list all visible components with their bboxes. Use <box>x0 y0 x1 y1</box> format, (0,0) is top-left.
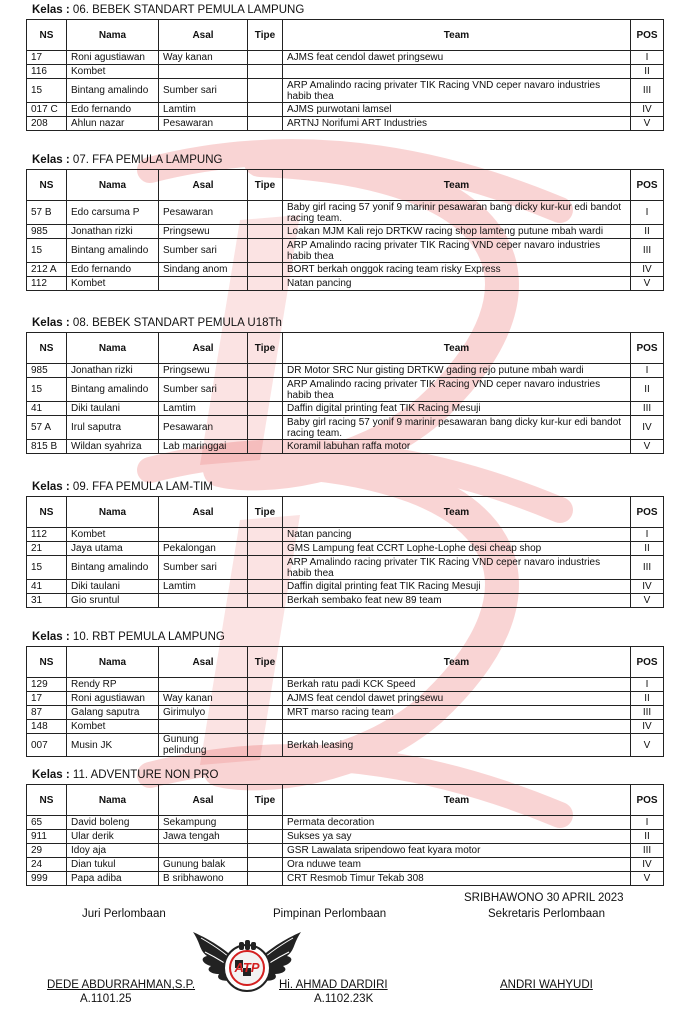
cell-ns: 911 <box>27 830 67 844</box>
column-header-tipe: Tipe <box>248 170 283 201</box>
column-header-ns: NS <box>27 785 67 816</box>
cell-asal: Sumber sari <box>159 79 248 103</box>
cell-ns: 112 <box>27 277 67 291</box>
cell-tipe <box>248 692 283 706</box>
cell-pos: V <box>631 594 664 608</box>
cell-asal: Girimulyo <box>159 706 248 720</box>
class-name: 07. FFA PEMULA LAMPUNG <box>72 154 223 166</box>
cell-team: Daffin digital printing feat TIK Racing Mesuji <box>283 580 631 594</box>
cell-team: Natan pancing <box>283 528 631 542</box>
cell-team: AJMS purwotani lamsel <box>283 103 631 117</box>
table-row <box>27 858 664 872</box>
cell-team: GMS Lampung feat CCRT Lophe-Lophe desi cheap shop <box>283 542 631 556</box>
table-header-row <box>27 20 664 51</box>
cell-pos: III <box>631 844 664 858</box>
cell-ns: 129 <box>27 678 67 692</box>
cell-nama: David boleng <box>67 816 159 830</box>
column-header-pos: POS <box>631 170 664 201</box>
cell-tipe <box>248 416 283 440</box>
cell-asal: Pesawaran <box>159 201 248 225</box>
cell-pos: III <box>631 706 664 720</box>
cell-asal: Pekalongan <box>159 542 248 556</box>
cell-nama: Bintang amalindo <box>67 378 159 402</box>
column-header-asal: Asal <box>159 20 248 51</box>
cell-ns: 41 <box>27 580 67 594</box>
cell-ns: 41 <box>27 402 67 416</box>
cell-tipe <box>248 239 283 263</box>
cell-asal <box>159 678 248 692</box>
table-row <box>27 720 664 734</box>
cell-asal: Sekampung <box>159 816 248 830</box>
table-row <box>27 830 664 844</box>
cell-tipe <box>248 51 283 65</box>
cell-nama: Bintang amalindo <box>67 239 159 263</box>
cell-pos: I <box>631 678 664 692</box>
column-header-tipe: Tipe <box>248 647 283 678</box>
table-row <box>27 556 664 580</box>
cell-tipe <box>248 364 283 378</box>
cell-asal: Sumber sari <box>159 556 248 580</box>
cell-ns: 15 <box>27 239 67 263</box>
cell-ns: 112 <box>27 528 67 542</box>
cell-pos: I <box>631 816 664 830</box>
cell-nama: Dian tukul <box>67 858 159 872</box>
cell-ns: 007 <box>27 734 67 757</box>
cell-team: Baby girl racing 57 yonif 9 marinir pesawaran bang dicky kur-kur edi bandot racing team. <box>283 201 631 225</box>
class-title <box>26 480 663 496</box>
column-header-tipe: Tipe <box>248 497 283 528</box>
signatory-title-leader: Pimpinan Perlombaan <box>273 908 387 920</box>
column-header-asal: Asal <box>159 785 248 816</box>
column-header-nama: Nama <box>67 170 159 201</box>
table-row <box>27 816 664 830</box>
table-row <box>27 402 664 416</box>
column-header-ns: NS <box>27 497 67 528</box>
column-header-team: Team <box>283 333 631 364</box>
column-header-ns: NS <box>27 20 67 51</box>
column-header-team: Team <box>283 497 631 528</box>
cell-team: Permata decoration <box>283 816 631 830</box>
cell-nama: Jaya utama <box>67 542 159 556</box>
cell-ns: 87 <box>27 706 67 720</box>
signatory-title-judge: Juri Perlombaan <box>82 908 166 920</box>
cell-tipe <box>248 678 283 692</box>
column-header-nama: Nama <box>67 333 159 364</box>
cell-team: BORT berkah onggok racing team risky Express <box>283 263 631 277</box>
cell-asal: Pesawaran <box>159 117 248 131</box>
cell-asal: Lamtim <box>159 580 248 594</box>
class-name: 10. RBT PEMULA LAMPUNG <box>72 631 225 643</box>
cell-nama: Musin JK <box>67 734 159 757</box>
cell-pos: II <box>631 225 664 239</box>
cell-asal: Lamtim <box>159 103 248 117</box>
cell-asal <box>159 65 248 79</box>
table-row <box>27 103 664 117</box>
cell-pos: II <box>631 830 664 844</box>
cell-asal <box>159 720 248 734</box>
cell-pos: III <box>631 556 664 580</box>
cell-pos: I <box>631 528 664 542</box>
cell-tipe <box>248 378 283 402</box>
cell-asal: Sindang anom <box>159 263 248 277</box>
results-table <box>26 784 664 886</box>
cell-team: AJMS feat cendol dawet pringsewu <box>283 51 631 65</box>
cell-team <box>283 720 631 734</box>
cell-ns: 24 <box>27 858 67 872</box>
cell-ns: 116 <box>27 65 67 79</box>
cell-team: Natan pancing <box>283 277 631 291</box>
class-name: 08. BEBEK STANDART PEMULA U18Th <box>72 317 282 329</box>
table-row <box>27 79 664 103</box>
cell-ns: 999 <box>27 872 67 886</box>
column-header-nama: Nama <box>67 497 159 528</box>
cell-pos: III <box>631 402 664 416</box>
cell-nama: Irul saputra <box>67 416 159 440</box>
cell-tipe <box>248 263 283 277</box>
class-label: Kelas : <box>32 769 70 781</box>
cell-pos: III <box>631 79 664 103</box>
table-row <box>27 201 664 225</box>
cell-nama: Roni agustiawan <box>67 51 159 65</box>
cell-team: Berkah leasing <box>283 734 631 757</box>
table-row <box>27 580 664 594</box>
column-header-team: Team <box>283 170 631 201</box>
cell-asal <box>159 844 248 858</box>
cell-pos: IV <box>631 416 664 440</box>
column-header-nama: Nama <box>67 785 159 816</box>
cell-team: ARP Amalindo racing privater TIK Racing VND ceper navaro industries habib thea <box>283 79 631 103</box>
cell-asal: Jawa tengah <box>159 830 248 844</box>
results-table <box>26 496 664 608</box>
column-header-pos: POS <box>631 647 664 678</box>
cell-pos: V <box>631 277 664 291</box>
class-section <box>26 316 663 454</box>
table-header-row <box>27 497 664 528</box>
table-row <box>27 225 664 239</box>
column-header-asal: Asal <box>159 497 248 528</box>
class-title <box>26 316 663 332</box>
class-label: Kelas : <box>32 631 70 643</box>
cell-team: ARP Amalindo racing privater TIK Racing VND ceper navaro industries habib thea <box>283 556 631 580</box>
table-row <box>27 706 664 720</box>
cell-tipe <box>248 816 283 830</box>
class-title <box>26 3 663 19</box>
cell-ns: 815 B <box>27 440 67 454</box>
column-header-team: Team <box>283 785 631 816</box>
results-table <box>26 169 664 291</box>
cell-team: Berkah ratu padi KCK Speed <box>283 678 631 692</box>
cell-ns: 29 <box>27 844 67 858</box>
cell-pos: IV <box>631 720 664 734</box>
signatory-id-leader: A.1102.23K <box>314 993 374 1005</box>
cell-asal <box>159 594 248 608</box>
cell-ns: 21 <box>27 542 67 556</box>
class-label: Kelas : <box>32 481 70 493</box>
table-header-row <box>27 647 664 678</box>
results-table <box>26 332 664 454</box>
cell-ns: 15 <box>27 79 67 103</box>
class-title <box>26 153 663 169</box>
class-name: 09. FFA PEMULA LAM-TIM <box>72 481 213 493</box>
cell-ns: 15 <box>27 378 67 402</box>
cell-team: CRT Resmob Timur Tekab 308 <box>283 872 631 886</box>
table-row <box>27 364 664 378</box>
cell-team: Sukses ya say <box>283 830 631 844</box>
cell-team <box>283 65 631 79</box>
cell-tipe <box>248 734 283 757</box>
cell-asal: Pesawaran <box>159 416 248 440</box>
cell-tipe <box>248 706 283 720</box>
class-section <box>26 630 663 757</box>
cell-nama: Galang saputra <box>67 706 159 720</box>
class-label: Kelas : <box>32 154 70 166</box>
column-header-nama: Nama <box>67 647 159 678</box>
results-table <box>26 19 664 131</box>
cell-asal: Sumber sari <box>159 239 248 263</box>
cell-tipe <box>248 542 283 556</box>
cell-nama: Edo fernando <box>67 263 159 277</box>
class-title <box>26 630 663 646</box>
column-header-tipe: Tipe <box>248 333 283 364</box>
column-header-team: Team <box>283 20 631 51</box>
cell-team: DR Motor SRC Nur gisting DRTKW gading rejo putune mbah wardi <box>283 364 631 378</box>
cell-nama: Wildan syahriza <box>67 440 159 454</box>
cell-tipe <box>248 872 283 886</box>
cell-tipe <box>248 117 283 131</box>
cell-team: ARP Amalindo racing privater TIK Racing VND ceper navaro industries habib thea <box>283 378 631 402</box>
table-row <box>27 416 664 440</box>
class-title <box>26 768 663 784</box>
cell-ns: 65 <box>27 816 67 830</box>
class-label: Kelas : <box>32 317 70 329</box>
cell-asal: Lamtim <box>159 402 248 416</box>
cell-pos: I <box>631 201 664 225</box>
results-table <box>26 646 664 757</box>
cell-tipe <box>248 65 283 79</box>
cell-team: Baby girl racing 57 yonif 9 marinir pesawaran bang dicky kur-kur edi bandot racing team. <box>283 416 631 440</box>
signatory-id-judge: A.1101.25 <box>80 993 132 1005</box>
table-row <box>27 263 664 277</box>
cell-team: AJMS feat cendol dawet pringsewu <box>283 692 631 706</box>
cell-pos: I <box>631 51 664 65</box>
table-row <box>27 528 664 542</box>
cell-pos: II <box>631 692 664 706</box>
table-row <box>27 440 664 454</box>
cell-nama: Idoy aja <box>67 844 159 858</box>
cell-nama: Bintang amalindo <box>67 79 159 103</box>
cell-tipe <box>248 440 283 454</box>
table-header-row <box>27 170 664 201</box>
cell-team: Berkah sembako feat new 89 team <box>283 594 631 608</box>
class-label: Kelas : <box>32 4 70 16</box>
cell-pos: V <box>631 872 664 886</box>
cell-pos: III <box>631 239 664 263</box>
cell-ns: 15 <box>27 556 67 580</box>
cell-asal <box>159 528 248 542</box>
cell-team: Ora nduwe team <box>283 858 631 872</box>
cell-asal: Sumber sari <box>159 378 248 402</box>
cell-pos: II <box>631 542 664 556</box>
class-section <box>26 153 663 291</box>
cell-ns: 985 <box>27 364 67 378</box>
cell-nama: Papa adiba <box>67 872 159 886</box>
cell-pos: V <box>631 117 664 131</box>
table-header-row <box>27 785 664 816</box>
cell-ns: 17 <box>27 692 67 706</box>
cell-asal: Gunung balak <box>159 858 248 872</box>
cell-ns: 57 B <box>27 201 67 225</box>
cell-pos: II <box>631 378 664 402</box>
cell-nama: Roni agustiawan <box>67 692 159 706</box>
column-header-pos: POS <box>631 497 664 528</box>
cell-ns: 985 <box>27 225 67 239</box>
cell-asal: Gunung pelindung <box>159 734 248 757</box>
cell-team: Loakan MJM Kali rejo DRTKW racing shop lamteng putune mbah wardi <box>283 225 631 239</box>
cell-tipe <box>248 556 283 580</box>
cell-pos: IV <box>631 263 664 277</box>
cell-nama: Kombet <box>67 528 159 542</box>
column-header-team: Team <box>283 647 631 678</box>
column-header-asal: Asal <box>159 647 248 678</box>
table-row <box>27 277 664 291</box>
cell-ns: 148 <box>27 720 67 734</box>
cell-pos: V <box>631 734 664 757</box>
cell-asal: Way kanan <box>159 692 248 706</box>
cell-pos: I <box>631 364 664 378</box>
signatory-title-secretary: Sekretaris Perlombaan <box>488 908 605 920</box>
cell-nama: Rendy RP <box>67 678 159 692</box>
cell-asal: Lab maringgai <box>159 440 248 454</box>
cell-nama: Edo fernando <box>67 103 159 117</box>
table-row <box>27 51 664 65</box>
cell-nama: Kombet <box>67 277 159 291</box>
cell-nama: Kombet <box>67 65 159 79</box>
date-line: SRIBHAWONO 30 APRIL 2023 <box>464 892 624 904</box>
column-header-pos: POS <box>631 785 664 816</box>
cell-nama: Diki taulani <box>67 580 159 594</box>
cell-pos: II <box>631 65 664 79</box>
column-header-ns: NS <box>27 170 67 201</box>
cell-tipe <box>248 225 283 239</box>
column-header-asal: Asal <box>159 170 248 201</box>
table-row <box>27 65 664 79</box>
cell-asal: Pringsewu <box>159 225 248 239</box>
cell-pos: IV <box>631 103 664 117</box>
table-row <box>27 117 664 131</box>
cell-tipe <box>248 594 283 608</box>
table-header-row <box>27 333 664 364</box>
cell-asal: B sribhawono <box>159 872 248 886</box>
cell-team: GSR Lawalata sripendowo feat kyara motor <box>283 844 631 858</box>
column-header-nama: Nama <box>67 20 159 51</box>
table-row <box>27 239 664 263</box>
class-section <box>26 480 663 608</box>
class-section <box>26 768 663 886</box>
cell-ns: 57 A <box>27 416 67 440</box>
cell-tipe <box>248 528 283 542</box>
signatory-name-judge: DEDE ABDURRAHMAN,S.P. <box>47 979 196 991</box>
table-row <box>27 378 664 402</box>
signatory-name-leader: Hi. AHMAD DARDIRI <box>279 979 388 991</box>
cell-tipe <box>248 79 283 103</box>
cell-nama: Gio sruntul <box>67 594 159 608</box>
cell-asal: Pringsewu <box>159 364 248 378</box>
cell-ns: 017 C <box>27 103 67 117</box>
table-row <box>27 872 664 886</box>
column-header-pos: POS <box>631 20 664 51</box>
table-row <box>27 692 664 706</box>
table-row <box>27 734 664 757</box>
cell-tipe <box>248 103 283 117</box>
signatory-name-secretary: ANDRI WAHYUDI <box>500 979 593 991</box>
cell-team: Koramil labuhan raffa motor <box>283 440 631 454</box>
column-header-tipe: Tipe <box>248 20 283 51</box>
cell-team: Daffin digital printing feat TIK Racing Mesuji <box>283 402 631 416</box>
cell-ns: 208 <box>27 117 67 131</box>
table-row <box>27 678 664 692</box>
column-header-ns: NS <box>27 333 67 364</box>
cell-nama: Bintang amalindo <box>67 556 159 580</box>
cell-tipe <box>248 830 283 844</box>
cell-team: ARP Amalindo racing privater TIK Racing VND ceper navaro industries habib thea <box>283 239 631 263</box>
cell-nama: Edo carsuma P <box>67 201 159 225</box>
column-header-tipe: Tipe <box>248 785 283 816</box>
cell-nama: Jonathan rizki <box>67 225 159 239</box>
cell-asal <box>159 277 248 291</box>
column-header-ns: NS <box>27 647 67 678</box>
table-row <box>27 542 664 556</box>
logo-text: ATP <box>234 960 260 975</box>
cell-team: ARTNJ Norifumi ART Industries <box>283 117 631 131</box>
cell-ns: 212 A <box>27 263 67 277</box>
cell-ns: 17 <box>27 51 67 65</box>
cell-nama: Diki taulani <box>67 402 159 416</box>
cell-tipe <box>248 844 283 858</box>
cell-pos: V <box>631 440 664 454</box>
class-name: 11. ADVENTURE NON PRO <box>72 769 219 781</box>
table-row <box>27 594 664 608</box>
cell-asal: Way kanan <box>159 51 248 65</box>
cell-tipe <box>248 402 283 416</box>
cell-tipe <box>248 201 283 225</box>
cell-tipe <box>248 580 283 594</box>
cell-ns: 31 <box>27 594 67 608</box>
cell-pos: IV <box>631 858 664 872</box>
cell-team: MRT marso racing team <box>283 706 631 720</box>
class-section <box>26 3 663 131</box>
table-row <box>27 844 664 858</box>
cell-nama: Kombet <box>67 720 159 734</box>
class-name: 06. BEBEK STANDART PEMULA LAMPUNG <box>72 4 305 16</box>
cell-tipe <box>248 858 283 872</box>
cell-nama: Ahlun nazar <box>67 117 159 131</box>
cell-tipe <box>248 277 283 291</box>
cell-pos: IV <box>631 580 664 594</box>
column-header-pos: POS <box>631 333 664 364</box>
cell-nama: Jonathan rizki <box>67 364 159 378</box>
cell-tipe <box>248 720 283 734</box>
column-header-asal: Asal <box>159 333 248 364</box>
winged-club-emblem-icon <box>191 922 303 1004</box>
cell-nama: Ular derik <box>67 830 159 844</box>
